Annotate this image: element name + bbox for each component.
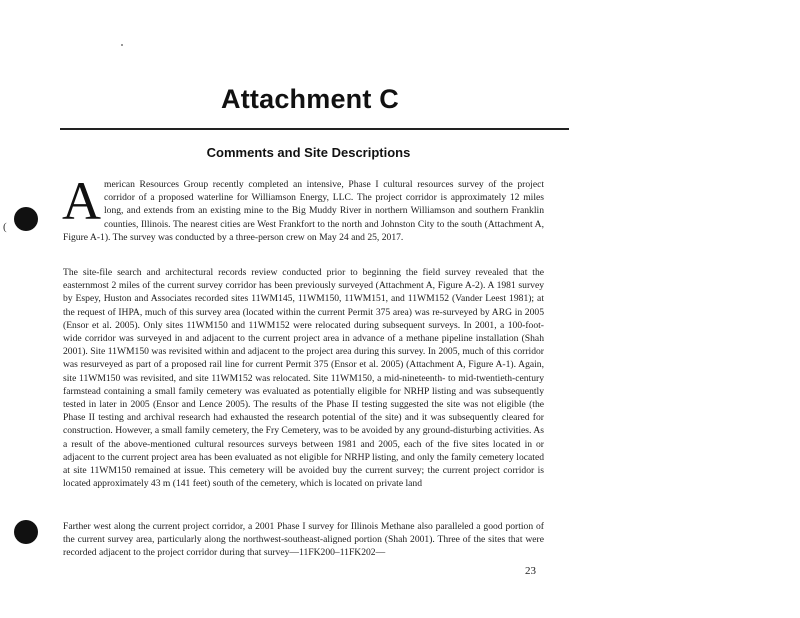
paragraph-2-text: The site-file search and architectural records review conducted prior to beginning the field survey revealed that the easternmost 2 miles of the current survey corridor has been previously surveyed (Attachment A, Figure A-2). A 1981 survey by Espey, Huston and Associates recorded sites 11WM145, 11WM150, 11WM151, and 11WM152 (Vander Leest 1981); at the request of IHPA, much of this survey area (located within the current Permit 375 area) was re-surveyed by ARG in 2005 (Ensor et al. 2005). Only sites 11WM150 and 11WM152 were relocated during subsequent surveys. In 2001, a 100-foot-wide corridor was surveyed in and adjacent to the current project area in advance of a methane pipeline installation (Shah 2001). Site 11WM150 was revisited within and adjacent to the project area during this survey. In 2005, much of this corridor was resurveyed as part of a proposed rail line for current Permit 375 (Ensor et al. 2005) (Attachment A, Figure A-1). Again, site 11WM150 was revisited, and site 11WM152 was relocated. Site 11WM150, a mid-nineteenth- to mid-twentieth-century farmstead containing a small family cemetery was evaluated as potentially eligible for NRHP listing and was subsequently tested in later in 2005 (Ensor and Lence 2005). The results of the Phase II testing suggested the site was not eligible (the Phase II testing and archival research had exhausted the research potential of the site) and it was subsequently cleared for construction. However, a small family cemetery, the Fry Cemetery, was to be avoided by any ground-disturbing activities. As a result of the above-mentioned cultural resources surveys between 1981 and 2005, each of the five sites located in or adjacent to the current project area has been evaluated as not eligible for NRHP listing, and only the family cemetery located at site 11WM150 remained at issue. This cemetery will be avoided buy the current survey; the current project corridor is located approximately 43 m (141 feet) south of the cemetery, which is located on private land — [63, 267, 544, 490]
paragraph-2 — [63, 266, 544, 490]
title-rule — [60, 128, 569, 130]
page-number: 23 — [525, 565, 536, 577]
margin-mark: ( — [3, 221, 7, 233]
paragraph-1 — [62, 171, 544, 244]
paragraph-1-text: merican Resources Group recently completed an intensive, Phase I cultural resources survey of the project corridor of a proposed waterline for Williamson Energy, LLC. The project corridor is approximately 12 miles long, and extends from an existing mine to the Big Muddy River in northern Williamson and southern Franklin counties, Illinois. The nearest cities are West Frankfort to the north and Johnston City to the south (Attachment A, Figure A-1). The survey was conducted by a three-person crew on May 24 and 25, 2017. — [63, 179, 544, 243]
drop-cap: A — [62, 171, 101, 231]
punch-hole-bottom — [14, 520, 38, 544]
punch-hole-top — [14, 207, 38, 231]
paragraph-3 — [63, 520, 544, 560]
document-title: Attachment C — [221, 84, 399, 114]
document-subtitle: Comments and Site Descriptions — [206, 145, 411, 160]
paragraph-3-text: Farther west along the current project corridor, a 2001 Phase I survey for Illinois Methane also paralleled a good portion of the current survey area, particularly along the northwest-southeast-aligned portion (Shah 2001). Three of the sites that were recorded adjacent to the project corridor during that survey—11FK200–11FK202— — [63, 521, 544, 559]
scan-speck — [121, 44, 123, 46]
